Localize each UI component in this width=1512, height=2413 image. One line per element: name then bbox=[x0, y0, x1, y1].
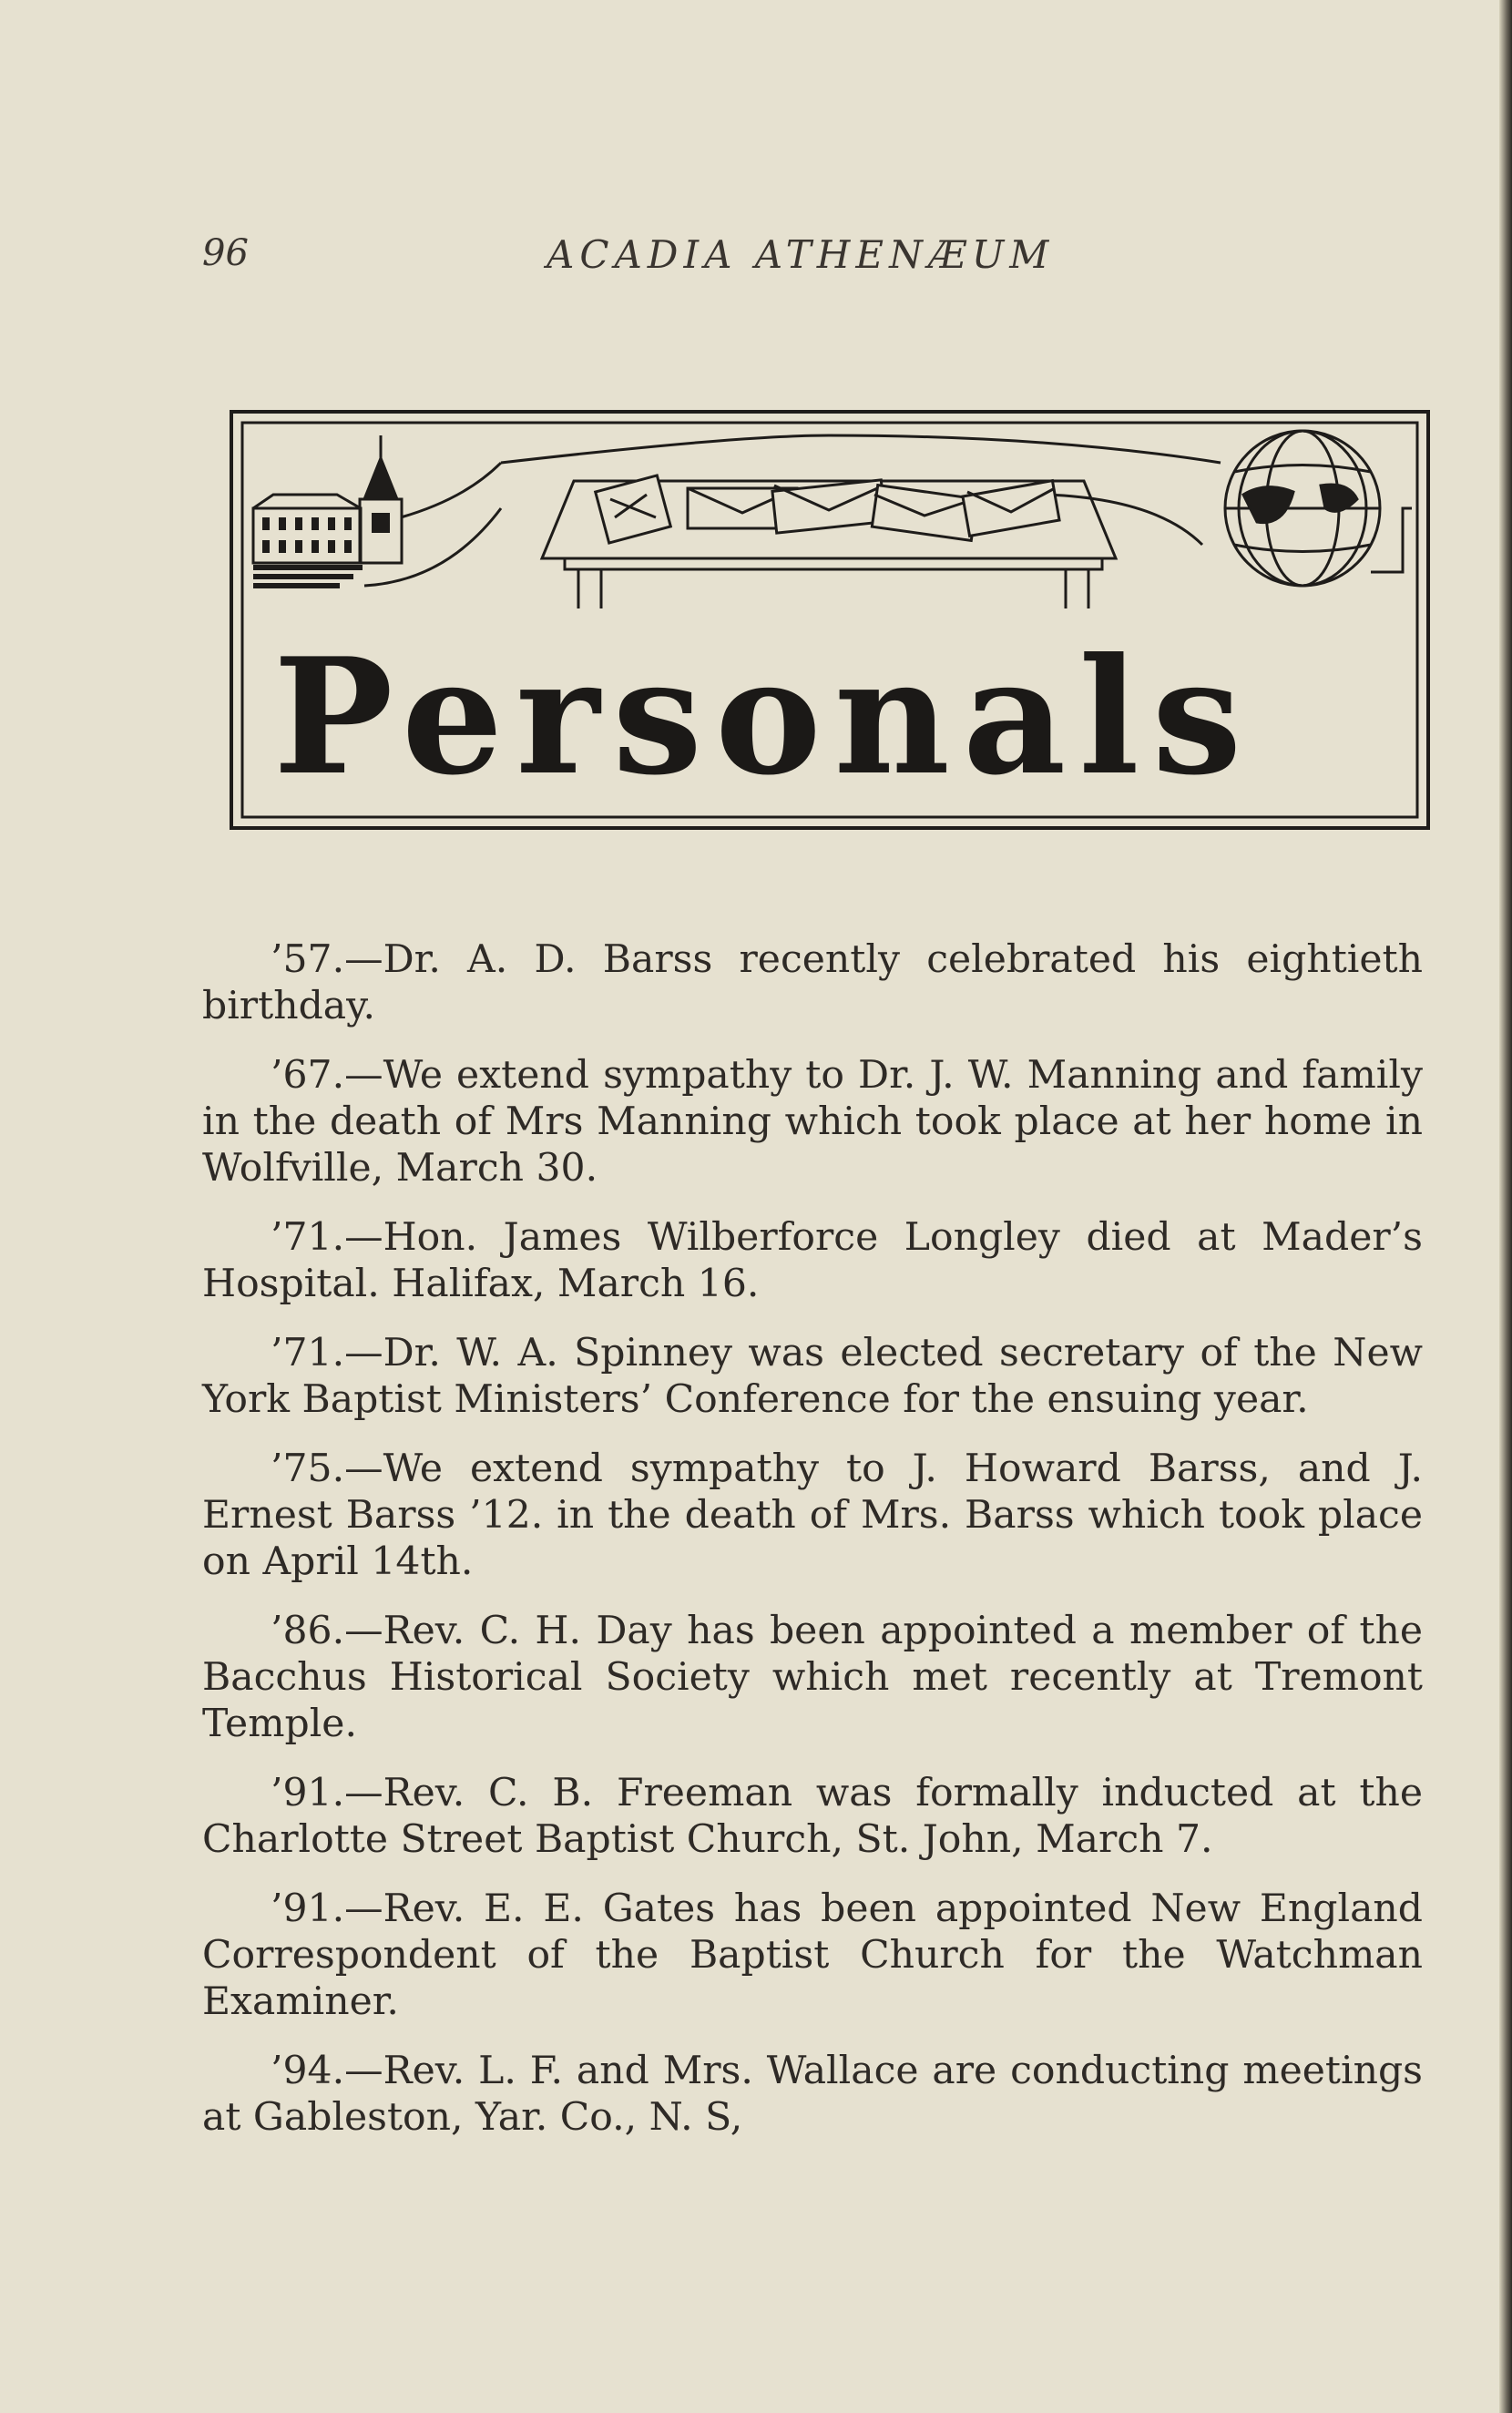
personals-header-banner bbox=[228, 408, 1432, 832]
personal-entry: ’75.—We extend sympathy to J. Howard Barss, and J. Ernest Barss ’12. in the death of Mrs. Barss which took place on April 14th. bbox=[202, 1447, 1423, 1584]
personals-heading: Personals bbox=[273, 624, 1255, 811]
personal-entry: ’71.—Hon. James Wilberforce Longley died at Mader’s Hospital. Halifax, March 16. bbox=[202, 1215, 1423, 1306]
banner-illustration bbox=[228, 408, 1432, 832]
personal-entry: ’71.—Dr. W. A. Spinney was elected secretary of the New York Baptist Ministers’ Conference for the ensuing year. bbox=[202, 1331, 1423, 1422]
running-head bbox=[0, 232, 1512, 287]
personals-column bbox=[202, 936, 1423, 2163]
globe-icon bbox=[1225, 431, 1412, 586]
personal-entry: ’94.—Rev. L. F. and Mrs. Wallace are conducting meetings at Gableston, Yar. Co., N. S, bbox=[202, 2049, 1423, 2140]
personal-entry: ’57.—Dr. A. D. Barss recently celebrated his eightieth birthday. bbox=[202, 937, 1423, 1028]
letters-table-icon bbox=[542, 475, 1116, 608]
page-edge bbox=[1499, 0, 1512, 2413]
page-number: 96 bbox=[202, 232, 249, 274]
personal-entry: ’91.—Rev. C. B. Freeman was formally inducted at the Charlotte Street Baptist Church, St. John, March 7. bbox=[202, 1771, 1423, 1862]
personal-entry: ’91.—Rev. E. E. Gates has been appointed New England Correspondent of the Baptist Church for the Watchman Examiner. bbox=[202, 1886, 1423, 2024]
personal-entry: ’86.—Rev. C. H. Day has been appointed a member of the Bacchus Historical Society which met recently at Tremont Temple. bbox=[202, 1609, 1423, 1746]
journal-title: ACADIA ATHENÆUM bbox=[547, 232, 1055, 277]
college-building-icon bbox=[253, 435, 501, 588]
personal-entry: ’67.—We extend sympathy to Dr. J. W. Manning and family in the death of Mrs Manning which took place at her home in Wolfville, March 30. bbox=[202, 1053, 1423, 1191]
